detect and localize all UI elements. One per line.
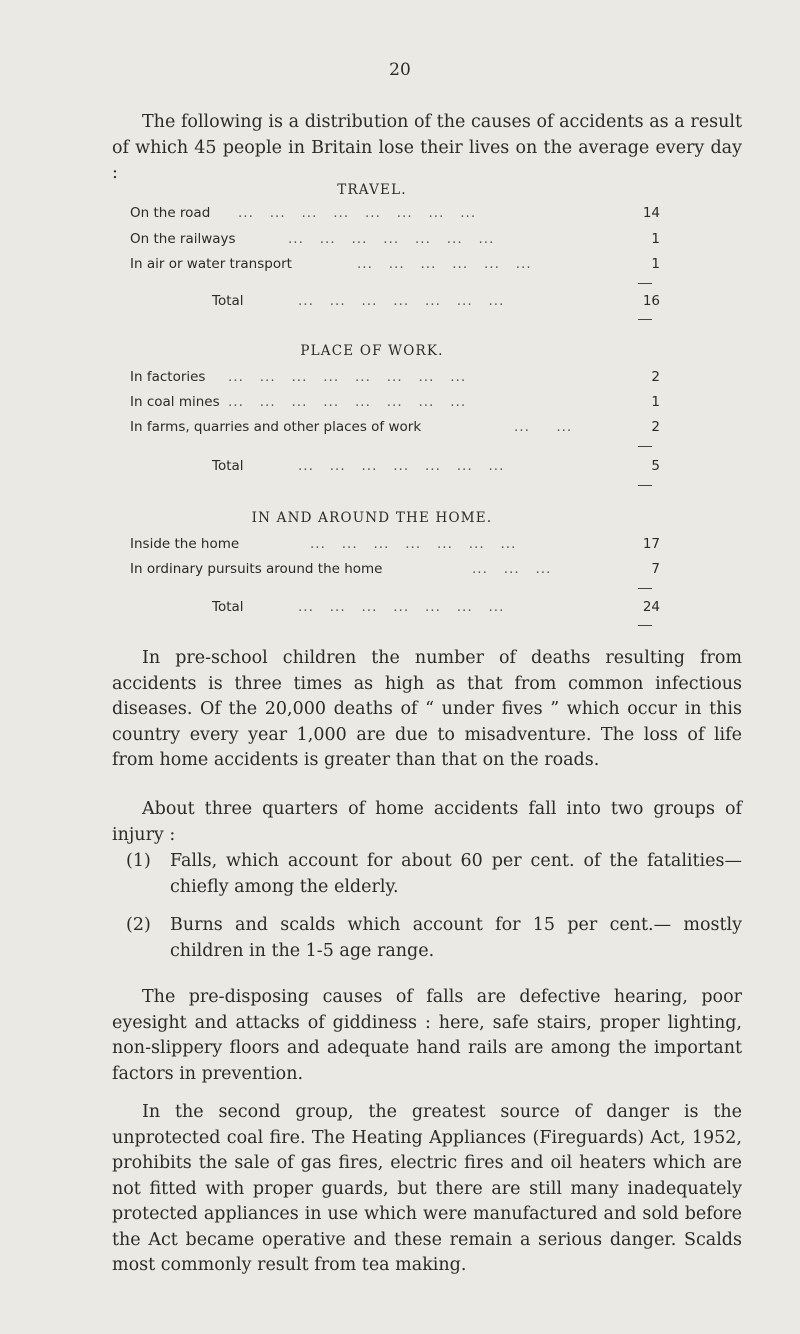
row-value: 14 — [642, 205, 660, 221]
row-value: 7 — [651, 561, 660, 577]
row-label: In air or water transport — [130, 256, 292, 272]
row-value: 2 — [651, 419, 660, 435]
paragraph-falls: The pre-disposing causes of falls are defective hearing, poor eyesight and attacks of giddiness : here, safe stairs, proper lighting, non-slippery floors and adequate hand rails are among the important factors in prevention. — [112, 987, 742, 1084]
list-text: Falls, which account for about 60 per cent. of the fatalities—chiefly among the elderly. — [170, 851, 742, 897]
section-title-travel: TRAVEL. — [337, 182, 407, 198]
sum-rule — [638, 625, 652, 626]
total-label: Total — [212, 458, 244, 474]
list-number: (1) — [126, 851, 151, 871]
row-label: In factories — [130, 369, 206, 385]
total-value: 16 — [642, 293, 660, 309]
row-label: In ordinary pursuits around the home — [130, 561, 383, 577]
table-row: In farms, quarries and other places of work ... ... 2 — [130, 419, 660, 435]
sum-rule — [638, 319, 652, 320]
total-row: Total ... ... ... ... ... ... ... 24 — [212, 599, 660, 615]
table-row: In factories ... ... ... ... ... ... ... ... 2 — [130, 369, 660, 385]
section-title-home: IN AND AROUND THE HOME. — [251, 510, 493, 526]
table-row: On the road ... ... ... ... ... ... ... ... 14 — [130, 205, 660, 221]
table-row: In air or water transport ... ... ... ... ... ... 1 — [130, 256, 660, 272]
section-title-place-of-work: PLACE OF WORK. — [300, 343, 444, 359]
table-row: In coal mines ... ... ... ... ... ... ... ... 1 — [130, 394, 660, 410]
total-value: 24 — [642, 599, 660, 615]
row-value: 2 — [651, 369, 660, 385]
total-row: Total ... ... ... ... ... ... ... 16 — [212, 293, 660, 309]
sum-rule — [638, 588, 652, 589]
table-row: Inside the home ... ... ... ... ... ... ... 17 — [130, 536, 660, 552]
list-number: (2) — [126, 915, 151, 935]
page-number: 20 — [389, 60, 411, 80]
total-label: Total — [212, 599, 244, 615]
row-value: 1 — [651, 256, 660, 272]
row-value: 1 — [651, 394, 660, 410]
table-row: In ordinary pursuits around the home ... ... ... 7 — [130, 561, 660, 577]
intro-paragraph: The following is a distribution of the causes of accidents as a result of which 45 people in Britain lose their lives on the average every day : — [112, 112, 742, 183]
row-label: Inside the home — [130, 536, 240, 552]
row-label: In farms, quarries and other places of work — [130, 419, 422, 435]
total-value: 5 — [651, 458, 660, 474]
paragraph-injury-groups: About three quarters of home accidents fall into two groups of injury : — [112, 799, 742, 845]
sum-rule — [638, 485, 652, 486]
row-label: On the railways — [130, 231, 236, 247]
total-row: Total ... ... ... ... ... ... ... 5 — [212, 458, 660, 474]
row-value: 1 — [651, 231, 660, 247]
row-value: 17 — [642, 536, 660, 552]
sum-rule — [638, 283, 652, 284]
sum-rule — [638, 446, 652, 447]
paragraph-second-group: In the second group, the greatest source of danger is the unprotected coal fire. The Heating Appliances (Fireguards) Act, 1952, prohibits the sale of gas fires, electric fires and oil heaters which are not fitted with proper guards, but there are still many inadequately protected appliances in use which were manufactured and sold before the Act became operative and these remain a serious danger. Scalds most commonly result from tea making. — [112, 1102, 742, 1275]
row-label: In coal mines — [130, 394, 220, 410]
total-label: Total — [212, 293, 244, 309]
list-text: Burns and scalds which account for 15 per cent.— mostly children in the 1-5 age range. — [170, 915, 742, 961]
row-label: On the road — [130, 205, 211, 221]
paragraph-preschool: In pre-school children the number of deaths resulting from accidents is three times as high as that from common infectious diseases. Of the 20,000 deaths of “ under fives ” which occur in this country every year 1,000 are due to misadventure. The loss of life from home accidents is greater than that on the roads. — [112, 648, 742, 770]
table-row: On the railways ... ... ... ... ... ... ... 1 — [130, 231, 660, 247]
